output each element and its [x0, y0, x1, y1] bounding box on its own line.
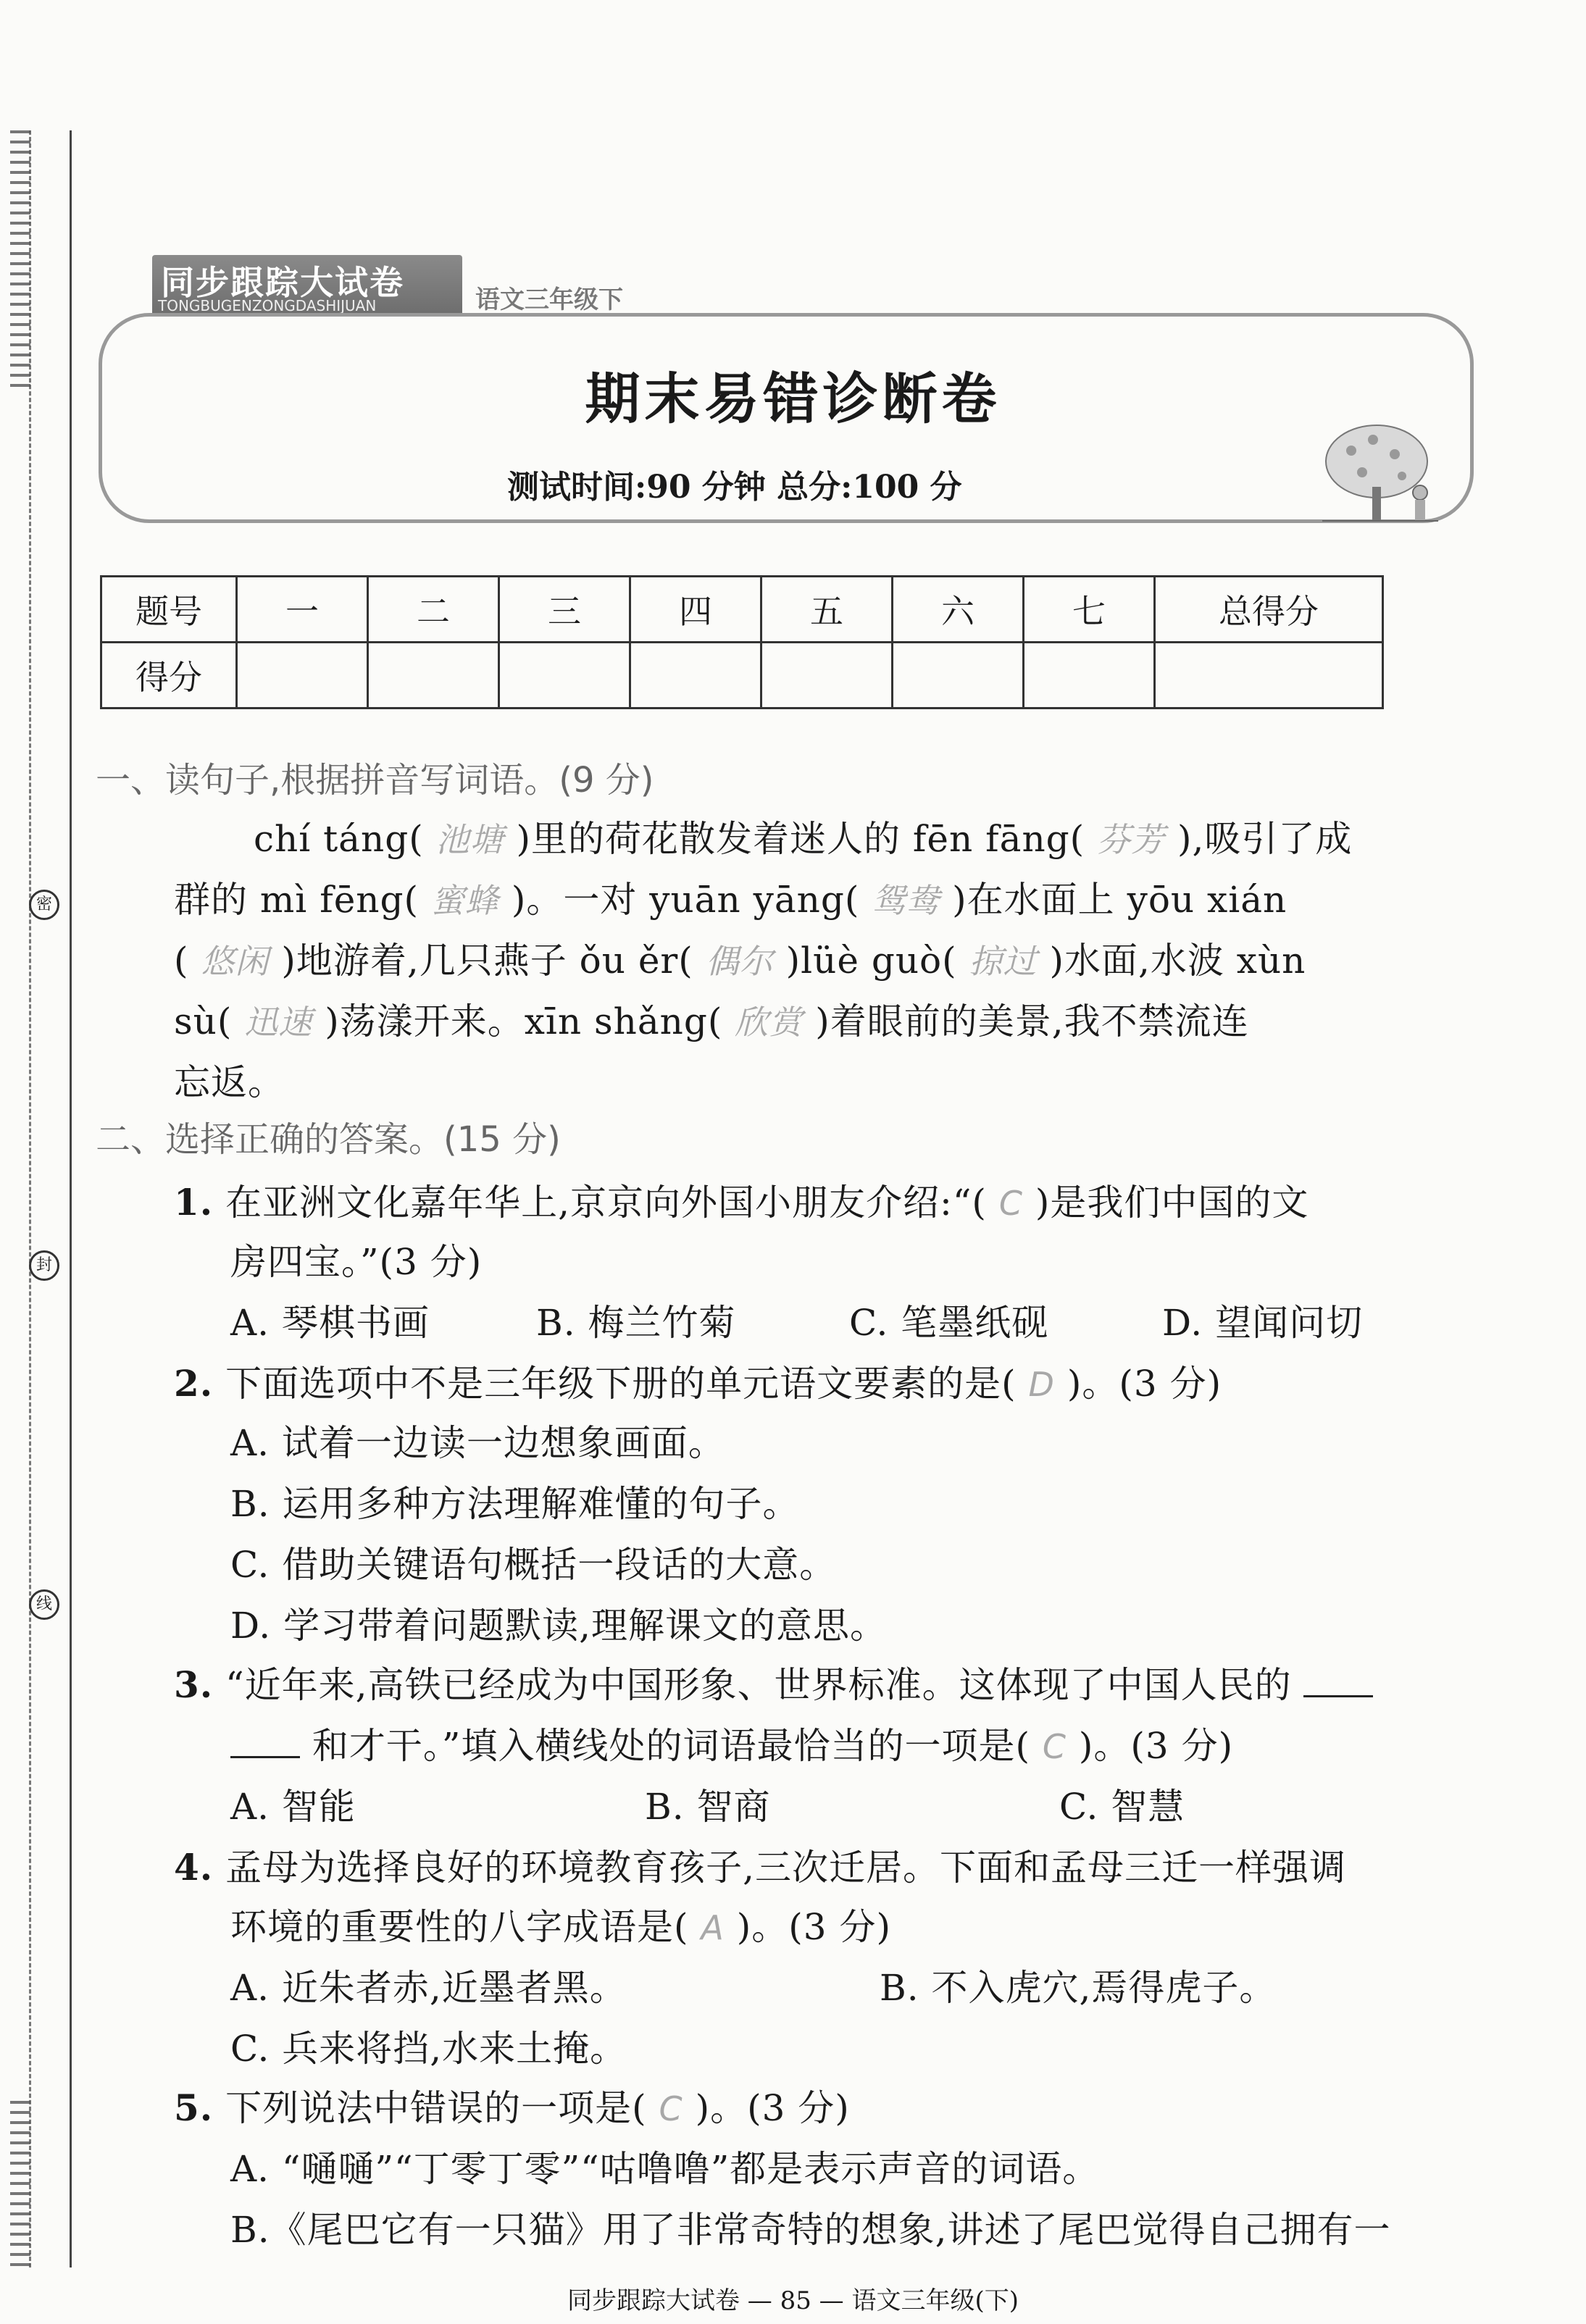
question-number: 3.	[174, 1663, 214, 1706]
score-input-cell[interactable]	[1155, 643, 1383, 709]
text: )水面,水波 xùn	[1049, 940, 1306, 982]
table-cell: 得分	[101, 643, 237, 709]
text: (	[174, 940, 189, 982]
table-cell: 六	[893, 577, 1024, 643]
text: 下列说法中错误的一项是(	[225, 2087, 647, 2129]
seal-mark-xian: 线	[29, 1589, 59, 1620]
page-footer: 同步跟踪大试卷 — 85 — 语文三年级(下)	[567, 2286, 1019, 2315]
question-number: 4.	[174, 1846, 214, 1889]
q1-option-b[interactable]: B. 梅兰竹菊	[536, 1302, 736, 1344]
text: )里的荷花散发着迷人的 fēn fāng(	[516, 818, 1085, 860]
seal-mark-mi: 密	[29, 890, 59, 920]
text: )。(3 分)	[695, 2087, 850, 2129]
score-input-cell[interactable]	[761, 643, 893, 709]
question-number: 1.	[174, 1181, 214, 1224]
score-input-cell[interactable]	[1024, 643, 1155, 709]
q1-option-d[interactable]: D. 望闻问切	[1162, 1302, 1364, 1344]
handwritten-answer[interactable]: C	[659, 2089, 683, 2128]
q3-option-b[interactable]: B. 智商	[645, 1786, 771, 1828]
handwritten-answer[interactable]: 偶尔	[705, 942, 774, 981]
question-4-cont	[230, 1898, 891, 1950]
question-2	[174, 1355, 1222, 1407]
question-3	[174, 1656, 1373, 1708]
text: )。(3 分)	[736, 1906, 892, 1948]
text: )是我们中国的文	[1035, 1182, 1309, 1224]
score-table	[100, 575, 1384, 709]
score-input-cell[interactable]	[630, 643, 761, 709]
text: )。(3 分)	[1067, 1363, 1222, 1405]
question-number: 2.	[174, 1362, 214, 1405]
handwritten-answer[interactable]: 悠闲	[201, 942, 270, 981]
q3-option-c[interactable]: C. 智慧	[1059, 1786, 1185, 1828]
text: 下面选项中不是三年级下册的单元语文要素的是(	[225, 1363, 1017, 1405]
subject-label: 语文三年级下	[475, 285, 623, 314]
binding-zigzag-bottom	[10, 2101, 30, 2267]
score-input-cell[interactable]	[499, 643, 630, 709]
handwritten-answer[interactable]: 蜜蜂	[430, 881, 499, 920]
q3-option-a[interactable]: A. 智能	[230, 1786, 356, 1828]
handwritten-answer[interactable]: 迅速	[244, 1003, 313, 1042]
question-4	[174, 1839, 1346, 1891]
handwritten-answer[interactable]: 鸳鸯	[872, 881, 940, 920]
text: ),吸引了成	[1177, 818, 1353, 860]
text: 和才干。”填入横线处的词语最恰当的一项是(	[312, 1725, 1030, 1767]
fill-blank[interactable]	[1303, 1666, 1373, 1697]
text: sù(	[174, 1000, 233, 1042]
text: 在亚洲文化嘉年华上,京京向外国小朋友介绍:“(	[225, 1182, 987, 1224]
question-5	[174, 2079, 850, 2131]
table-cell: 二	[368, 577, 499, 643]
handwritten-answer[interactable]: 池塘	[435, 820, 504, 859]
q2-option-b[interactable]: B. 运用多种方法理解难懂的句子。	[230, 1483, 800, 1525]
question-1-cont: 房四宝。”(3 分)	[230, 1241, 483, 1283]
handwritten-answer[interactable]: D	[1028, 1365, 1055, 1404]
seal-mark-feng: 封	[29, 1250, 59, 1281]
handwritten-answer[interactable]: 芬芳	[1097, 820, 1166, 859]
q5-option-a[interactable]: A. “嗵嗵”“丁零丁零”“咕噜噜”都是表示声音的词语。	[230, 2148, 1100, 2190]
section1-heading: 一、读句子,根据拼音写词语。(9 分)	[96, 760, 654, 801]
table-cell: 总得分	[1155, 577, 1383, 643]
binding-zigzag-top	[10, 130, 30, 391]
q1-option-a[interactable]: A. 琴棋书画	[230, 1302, 430, 1344]
table-cell: 四	[630, 577, 761, 643]
q4-option-c[interactable]: C. 兵来将挡,水来土掩。	[230, 2028, 627, 2070]
question-3-cont	[230, 1717, 1233, 1769]
section1-line-3	[174, 932, 1306, 984]
section2-heading: 二、选择正确的答案。(15 分)	[96, 1119, 561, 1160]
text: )在水面上 yōu xián	[952, 879, 1287, 921]
table-cell: 一	[237, 577, 368, 643]
question-number: 5.	[174, 2086, 214, 2129]
section1-line-2	[174, 871, 1287, 923]
q4-option-b[interactable]: B. 不入虎穴,焉得虎子。	[880, 1967, 1277, 2009]
text: 孟母为选择良好的环境教育孩子,三次迁居。下面和孟母三迁一样强调	[225, 1847, 1347, 1889]
brand-banner	[152, 255, 462, 316]
handwritten-answer[interactable]: C	[1042, 1727, 1067, 1766]
section1-line-1	[254, 810, 1352, 862]
fill-blank[interactable]	[230, 1727, 300, 1758]
brand-name: 同步跟踪大试卷	[161, 263, 404, 302]
section1-line-5: 忘返。	[174, 1061, 285, 1103]
text: )。(3 分)	[1078, 1725, 1234, 1767]
text: )地游着,几只燕子 ǒu ěr(	[281, 940, 693, 982]
text: )着眼前的美景,我不禁流连	[815, 1000, 1249, 1042]
page-title: 期末易错诊断卷	[585, 367, 1001, 431]
score-input-cell[interactable]	[368, 643, 499, 709]
score-input-cell[interactable]	[893, 643, 1024, 709]
section1-line-4	[174, 992, 1249, 1045]
q2-option-d[interactable]: D. 学习带着问题默读,理解课文的意思。	[230, 1605, 887, 1647]
table-cell: 七	[1024, 577, 1155, 643]
score-input-cell[interactable]	[237, 643, 368, 709]
binding-solid-line	[70, 130, 72, 2267]
brand-pinyin: TONGBUGENZONGDASHIJUAN	[158, 297, 377, 314]
handwritten-answer[interactable]: C	[998, 1184, 1023, 1223]
q2-option-a[interactable]: A. 试着一边读一边想象画面。	[230, 1422, 725, 1464]
score-table-score-row	[101, 643, 1383, 709]
tree-illustration-icon	[1319, 422, 1442, 523]
table-cell: 五	[761, 577, 893, 643]
table-cell: 三	[499, 577, 630, 643]
score-table-header-row	[101, 577, 1383, 643]
text: )lüè guò(	[785, 940, 957, 982]
q5-option-b[interactable]: B.《尾巴它有一只猫》用了非常奇特的想象,讲述了尾巴觉得自己拥有一	[230, 2209, 1391, 2251]
text: chí táng(	[254, 818, 424, 860]
text: 群的 mì fēng(	[174, 879, 420, 921]
handwritten-answer[interactable]: 欣赏	[735, 1003, 804, 1042]
binding-dashed-line	[29, 130, 31, 2267]
text: )。一对 yuān yāng(	[511, 879, 860, 921]
q1-option-c[interactable]: C. 笔墨纸砚	[849, 1302, 1049, 1344]
handwritten-answer[interactable]: A	[701, 1908, 725, 1947]
text: 环境的重要性的八字成语是(	[230, 1906, 689, 1948]
exam-meta: 测试时间:90 分钟 总分:100 分	[507, 469, 962, 506]
q2-option-c[interactable]: C. 借助关键语句概括一段话的大意。	[230, 1544, 837, 1586]
text: )荡漾开来。xīn shǎng(	[325, 1000, 723, 1042]
q4-option-a[interactable]: A. 近朱者赤,近墨者黑。	[230, 1967, 627, 2009]
text: “近年来,高铁已经成为中国形象、世界标准。这体现了中国人民的	[225, 1664, 1292, 1706]
handwritten-answer[interactable]: 掠过	[969, 942, 1038, 981]
question-1	[174, 1174, 1309, 1226]
table-cell: 题号	[101, 577, 237, 643]
